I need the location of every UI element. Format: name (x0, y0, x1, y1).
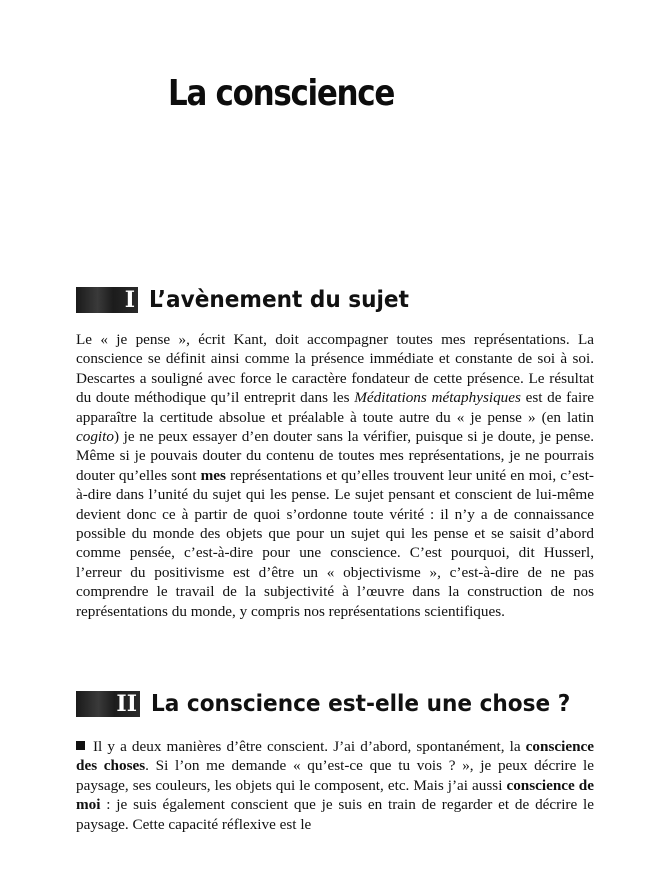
text-run: est de faire apparaître la certitude absolue et préalable à toute autre du « je pense » (en latin (76, 389, 594, 426)
text-run: : je suis également conscient que je suis en train de regarder et de décrire le paysage. Cette capacité réflexive est le (76, 796, 594, 833)
text-run: . Si l’on me demande « qu’est-ce que tu vois ? », je peux décrire le paysage, ses couleurs, les objets qui le composent, etc. Mais j’ai aussi (76, 757, 594, 794)
text-run: représentations et qu’elles trouvent leur unité en moi, c’est-à-dire dans l’unité du sujet qui les pense. Le sujet pensant et conscient de lui-même devient donc ce à partir de quoi s’ordonne toute vérité : il n’y a de connaissance possible du monde des objets que pour un sujet qui les pense et se saisit d’abord comme pensée, c’est-à-dire pour une conscience. C’est pourquoi, dit Husserl, l’erreur du positivisme est d’être un « objectivisme », c’est-à-dire de ne pas comprendre le travail de la subjectivité à l’œuvre dans la construction de nos représentations du monde, y compris nos représentations scientifiques. (76, 466, 594, 620)
section-2-paragraph (76, 737, 594, 834)
emphasis: conscience des choses (76, 738, 594, 775)
section-number-badge: II (76, 691, 140, 717)
page-title: La conscience (168, 73, 395, 114)
emphasis: conscience de moi (76, 776, 594, 814)
latin-term: cogito (76, 428, 114, 446)
section-title: L’avènement du sujet (149, 287, 409, 313)
bullet-square-icon (76, 741, 85, 750)
text-run: ) je ne peux essayer d’en douter sans la vérifier, puisque si je doute, je pense. Même si je pouvais douter du contenu de toutes mes représentations, je ne pourrais douter qu’elles sont (76, 428, 594, 484)
section-number-badge: I (76, 287, 138, 313)
text-run: Le « je pense », écrit Kant, doit accompagner toutes mes représentations. La conscience se définit ainsi comme la présence immédiate et constante de soi à soi. Descartes a souligné avec force le caractère fondateur de cette présence. Le résultat du doute méthodique qu’il entreprit dans les (76, 331, 594, 407)
section-heading-2 (76, 690, 597, 718)
text-run: Il y a deux manières d’être conscient. J’ai d’abord, spontanément, la (93, 738, 526, 755)
section-title: La conscience est-elle une chose ? (151, 691, 571, 717)
section-1-paragraph (76, 330, 594, 621)
book-title: Méditations métaphysiques (354, 389, 521, 407)
emphasis: mes (200, 466, 226, 484)
section-heading-1 (76, 286, 426, 314)
